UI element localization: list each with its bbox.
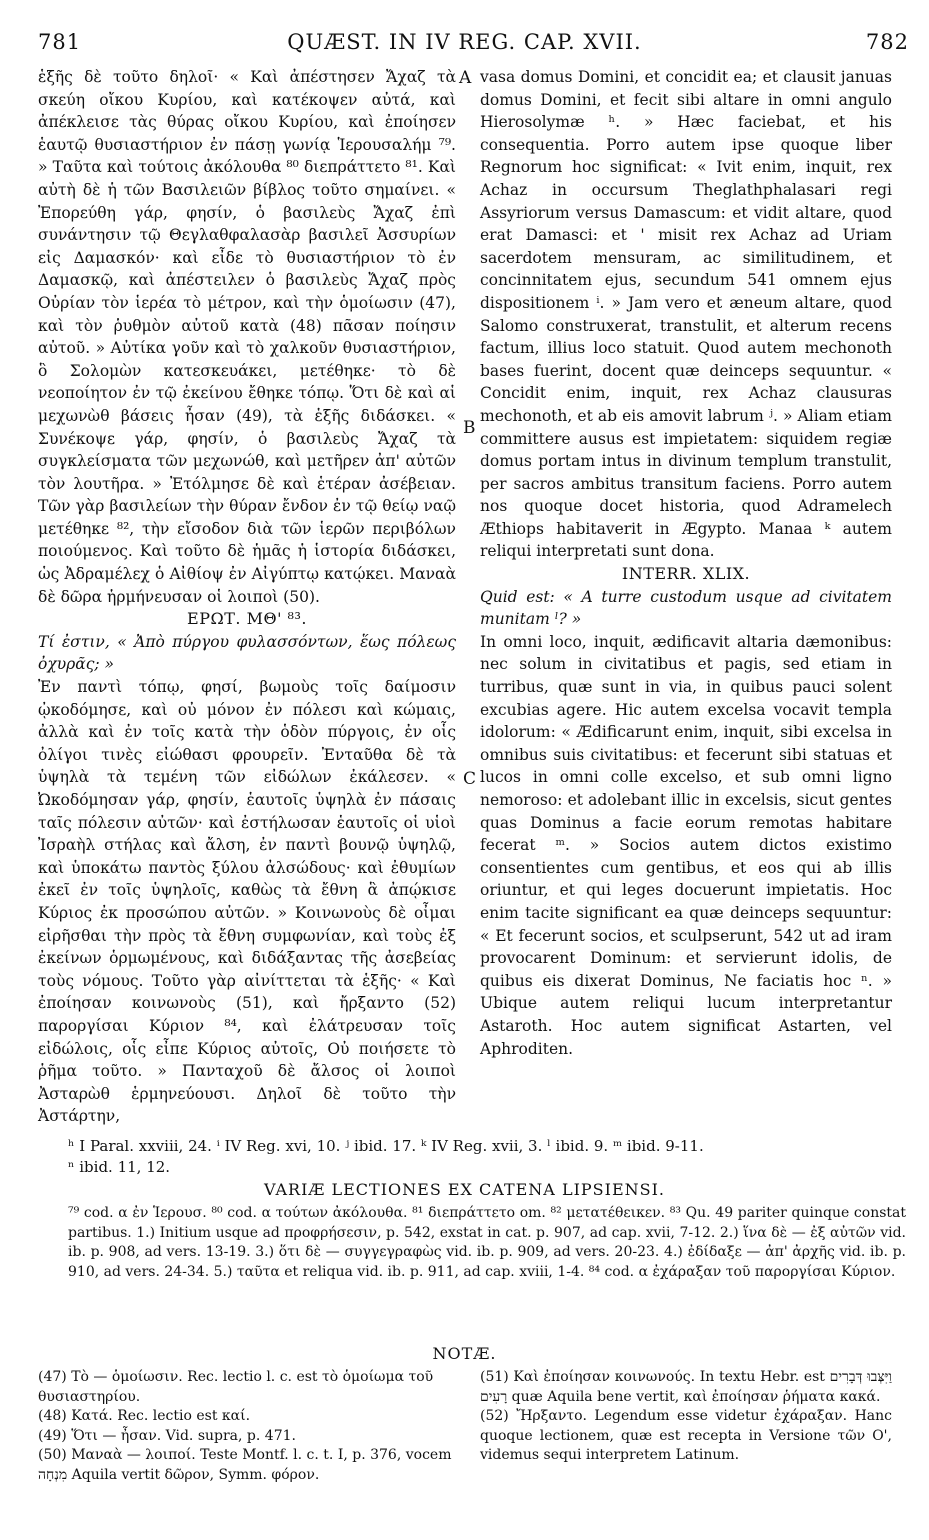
- greek-question: Τί ἐστιν, « Ἀπὸ πύργου φυλασσόντων, ἕως πόλεως ὀχυρᾶς; »: [38, 632, 456, 674]
- variae-heading: VARIÆ LECTIONES EX CATENA LIPSIENSI.: [264, 1180, 665, 1199]
- latin-paragraph-1: vasa domus Domini, et concidit ea; et clausit januas domus Domini, et fecit sibi altare in omni angulo Hierosolymæ ʰ. » Hæc faciebat, et his consequentia. Porro autem ipse quoque liber Regnorum hoc significat: « Ivit enim, inquit, rex Achaz in occursum Theglathphalasari regi Assyriorum versus Damascum: et vidit altare, quod erat Damasci: et ' misit rex Achaz ad Uriam sacerdotem mensuram, ac similitudinem, et concinnitatem ejus, secundum 541 omnem ejus dispositionem ⁱ. » Jam vero et æneum altare, quod Salomo construxerat, transtulit, et alterum recens factum, illius loco statuit. Quod autem mechonoth bases fuerint, docent quæ deinceps sequuntur. « Concidit enim, inquit, rex Achaz clausuras mechonoth, et ab eis amovit labrum ʲ. » Aliam etiam committere ausus est impietatem: siquidem regiæ domus portam intus in divinum templum transtulit, per sacros ambitus transitum faciens. Porro autem nos quoque docet historia, quod Adramelech Æthiops habitaverit in Ægypto. Manaa ᵏ autem reliqui interpretati sunt dona.: [480, 68, 892, 561]
- running-title: QUÆST. IN IV REG. CAP. XVII.: [287, 30, 642, 54]
- note-49: (49) Ὅτι — ἦσαν. Vid. supra, p. 471.: [38, 1427, 296, 1444]
- scripture-footnotes: [68, 1136, 908, 1178]
- notae-right-column: [480, 1368, 892, 1466]
- footnote-line-2: ⁿ ibid. 11, 12.: [68, 1158, 171, 1176]
- notae-heading: NOTÆ.: [432, 1344, 497, 1363]
- variae-text: ⁷⁹ cod. α ἐν Ἱερουσ. ⁸⁰ cod. α τούτων ἀκόλουθα. ⁸¹ διεπράττετο om. ⁸² μετατέθεικεν. ⁸³ Qu. 49 pariter quinque constat partibus. 1.) Initium usque ad προφρήσεσιν, p. 542, exstat in cat. p. 907, ad cap. xvii, 7-12. 2.) ἵνα δὲ — ἐξ αὐτῶν vid. ib. p. 908, ad vers. 13-19. 3.) ὅτι δὲ — συγγεγραφὼς vid. ib. p. 909, ad vers. 20-23. 4.) ἐδίδαξε — ἀπ' ἀρχῆς vid. ib. p. 910, ad vers. 24-34. 5.) ταῦτα et reliqua vid. ib. p. 911, ad cap. xviii, 1-4. ⁸⁴ cod. α ἐχάραξαν τοῦ παροργίσαι Κύριον.: [68, 1205, 906, 1280]
- latin-question-title: INTERR. XLIX.: [621, 564, 751, 584]
- note-51: (51) Καὶ ἐποίησαν κοινωνούς. In textu Hebr. est וַיִּצְּבוּ דְּבָרִים רָעִים quæ Aquila bene vertit, καὶ ἐποίησαν ῥήματα κακά.: [480, 1369, 892, 1405]
- note-48: (48) Κατά. Rec. lectio est καί.: [38, 1408, 251, 1424]
- note-47: (47) Τὸ — ὁμοίωσιν. Rec. lectio l. c. est τὸ ὁμοίωμα τοῦ θυσιαστηρίου.: [38, 1369, 434, 1405]
- greek-column: [38, 66, 456, 1128]
- variae-lectiones: [68, 1204, 906, 1282]
- greek-paragraph-1: ἑξῆς δὲ τοῦτο δηλοῖ· « Καὶ ἀπέστησεν Ἄχαζ τὰ σκεύη οἴκου Κυρίου, καὶ κατέκοψεν αὐτά, καὶ ἀπέκλεισε τὰς θύρας οἴκου Κυρίου, καὶ ἐποίησεν ἑαυτῷ θυσιαστήριον ἐν πάσῃ γωνίᾳ Ἱερουσαλήμ ⁷⁹. » Ταῦτα καὶ τούτοις ἀκόλουθα ⁸⁰ διεπράττετο ⁸¹. Καὶ αὐτὴ δὲ ἡ τῶν Βασιλειῶν βίβλος τοῦτο σημαίνει. « Ἐπορεύθη γάρ, φησίν, ὁ βασιλεὺς Ἄχαζ ἐπὶ συνάντησιν τῷ Θεγλαθφαλασὰρ βασιλεῖ Ἀσσυρίων εἰς Δαμασκόν· καὶ εἶδε τὸ θυσιαστήριον τὸ ἐν Δαμασκῷ, καὶ ἀπέστειλεν ὁ βασιλεὺς Ἄχαζ πρὸς Οὐρίαν τὸν ἱερέα τὸ μέτρον, καὶ τὴν ὁμοίωσιν (47), καὶ τὸν ῥυθμὸν αὐτοῦ κατὰ (48) πᾶσαν ποίησιν αὐτοῦ. » Αὐτίκα γοῦν καὶ τὸ χαλκοῦν θυσιαστήριον, ὃ Σολομὼν κατεσκευάκει, μετέθηκε· τὸ δὲ νεοποίητον ἐν τῷ ἐκείνου ἔθηκε τόπῳ. Ὅτι δὲ καὶ αἱ μεχωνὼθ βάσεις ἦσαν (49), τὰ ἑξῆς διδάσκει. « Συνέκοψε γάρ, φησίν, ὁ βασιλεὺς Ἄχαζ τὰ συγκλείσματα τῶν μεχωνώθ, καὶ μετῆρεν ἀπ' αὐτῶν τὸν λουτῆρα. » Ἐτόλμησε δὲ καὶ ἑτέραν ἀσέβειαν. Τῶν γὰρ βασιλείων τὴν θύραν ἔνδον ἐν τῷ θείῳ ναῷ μετέθηκε ⁸², τὴν εἴσοδον διὰ τῶν ἱερῶν περιβόλων ποιούμενος. Καὶ τοῦτο δὲ ἡμᾶς ἡ ἱστορία διδάσκει, ὡς Ἀδραμέλεχ ὁ Αἰθίοψ ἐν Αἰγύπτῳ κατῴκει. Μαναὰ δὲ δῶρα ἡρμήνευσαν οἱ λοιποὶ (50).: [38, 68, 456, 606]
- margin-mark-c: C: [463, 769, 477, 789]
- page-number-right: 782: [865, 30, 909, 54]
- note-52: (52) Ἤρξαντο. Legendum esse videtur ἐχάραξαν. Hanc quoque lectionem, quæ est recepta in Versione τῶν Ο', videmus sequi interpretem Latinum.: [480, 1408, 892, 1463]
- latin-paragraph-2: In omni loco, inquit, ædificavit altaria dæmonibus: nec solum in civitatibus et pagis, sed etiam in turribus, quæ sunt in via, in quibus pauci solent excubias agere. Hic autem excelsa vocavit templa idolorum: « Ædificarunt enim, inquit, sibi excelsa in omnibus suis civitatibus: et fecerunt sibi statuas et lucos in omni colle excelso, et sub omni ligno nemoroso: et adolebant illic in excelsis, sicut gentes quas Dominus a facie eorum remotas habitare fecerat ᵐ. » Socios autem dictos existimo consentientes cum gentibus, et eos qui ab illis oriuntur, et qui leges docuerunt impietatis. Hoc enim tacite significant ea quæ deinceps sequuntur: « Et fecerunt socios, et sculpserunt, 542 ut ad iram provocarent Dominum: et servierunt idolis, de quibus eis dixerat Dominus, Ne faciatis hoc ⁿ. » Ubique autem reliqui lucum interpretantur Astaroth. Hoc autem significat Astarten, vel Aphroditen.: [480, 632, 892, 1058]
- footnote-line-1: ʰ I Paral. xxviii, 24. ⁱ IV Reg. xvi, 10. ʲ ibid. 17. ᵏ IV Reg. xvii, 3. ˡ ibid. 9. ᵐ ibid. 9-11.: [68, 1137, 704, 1155]
- note-50: (50) Μαναὰ — λοιποί. Teste Montf. l. c. t. I, p. 376, vocem מִנְחָה Aquila vertit δῶρον, Symm. φόρον.: [38, 1447, 452, 1483]
- latin-column: [480, 66, 892, 1060]
- greek-question-title: ΕΡΩΤ. ΜΘ' ⁸³.: [187, 609, 307, 629]
- greek-paragraph-2: Ἐν παντὶ τόπῳ, φησί, βωμοὺς τοῖς δαίμοσιν ᾠκοδόμησε, καὶ οὐ μόνον ἐν πόλεσι καὶ κώμαις, ἀλλὰ καὶ ἐν τοῖς κατὰ τὴν ὁδὸν πύργοις, ἐν οἷς ὀλίγοι τινὲς εἰώθασι φρουρεῖν. Ἐνταῦθα δὲ τὰ ὑψηλὰ τὰ τεμένη τῶν εἰδώλων ἐκάλεσεν. « Ὠκοδόμησαν γάρ, φησίν, ἑαυτοῖς ὑψηλὰ ἐν πάσαις ταῖς πόλεσιν αὐτῶν· καὶ ἐστήλωσαν ἑαυτοῖς οἱ υἱοὶ Ἰσραὴλ στήλας καὶ ἄλση, ἐν παντὶ βουνῷ ὑψηλῷ, καὶ ὑποκάτω παντὸς ξύλου ἀλσώδους· καὶ ἐθυμίων ἐκεῖ ἐν τοῖς ὑψηλοῖς, καθὼς τὰ ἔθνη ἃ ἀπῴκισε Κύριος ἐκ προσώπου αὐτῶν. » Κοινωνοὺς δὲ οἶμαι εἰρῆσθαι τὴν πρὸς τὰ ἔθνη συμφωνίαν, καὶ τοὺς ἐξ ἐκείνων ὁρμωμένους, καὶ διδάξαντας τῆς ἀσεβείας τοὺς νόμους. Τοῦτο γὰρ αἰνίττεται τὰ ἑξῆς· « Καὶ ἐποίησαν κοινωνοὺς (51), καὶ ἤρξαντο (52) παροργίσαι Κύριον ⁸⁴, καὶ ἐλάτρευσαν τοῖς εἰδώλοις, οἷς εἶπε Κύριος αὐτοῖς, Οὐ ποιήσετε τὸ ῥῆμα τοῦτο. » Πανταχοῦ δὲ ἄλσος οἱ λοιποὶ Ἀσταρὼθ ἑρμηνεύουσι. Δηλοῖ δὲ τοῦτο τὴν Ἀστάρτην,: [38, 678, 456, 1126]
- latin-question: Quid est: « A turre custodum usque ad civitatem munitam ˡ? »: [480, 587, 892, 629]
- margin-mark-a: A: [459, 68, 472, 88]
- notae-left-column: [38, 1368, 458, 1485]
- page-number-left: 781: [38, 30, 82, 54]
- margin-mark-b: B: [463, 418, 476, 438]
